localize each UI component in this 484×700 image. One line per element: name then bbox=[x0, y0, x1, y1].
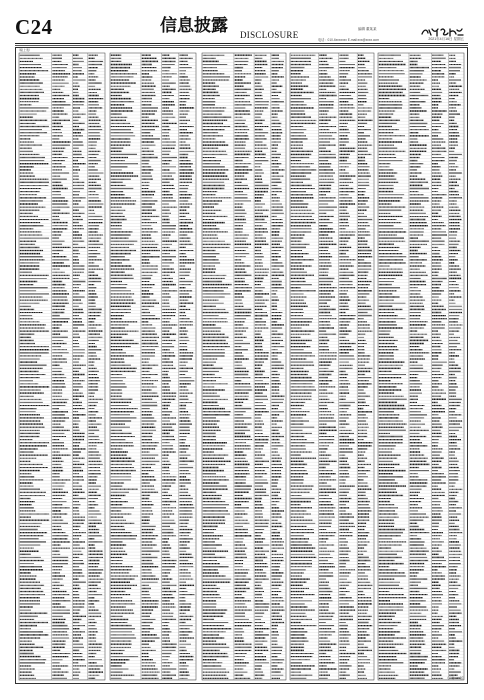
continued-label: （续上表） bbox=[17, 48, 33, 52]
page-number: C24 bbox=[15, 15, 53, 39]
table-panel-4 bbox=[290, 53, 374, 680]
editor-line: 编辑 董某某 bbox=[358, 27, 377, 31]
contact-line: 电话：010-6xxxxxxx E-mail:xxx@xxxx.com bbox=[318, 38, 379, 42]
section-title: 信息披露 bbox=[160, 16, 228, 36]
table-panel-1 bbox=[19, 53, 105, 680]
table-panel-2 bbox=[110, 53, 196, 680]
date-line: 2021年4月16日 星期五 bbox=[428, 37, 464, 41]
section-title-en: DISCLOSURE bbox=[240, 30, 299, 40]
table-panel-3 bbox=[202, 53, 286, 680]
continued-footer: （下转C25版） bbox=[445, 676, 466, 680]
table-panel-5 bbox=[378, 53, 464, 680]
